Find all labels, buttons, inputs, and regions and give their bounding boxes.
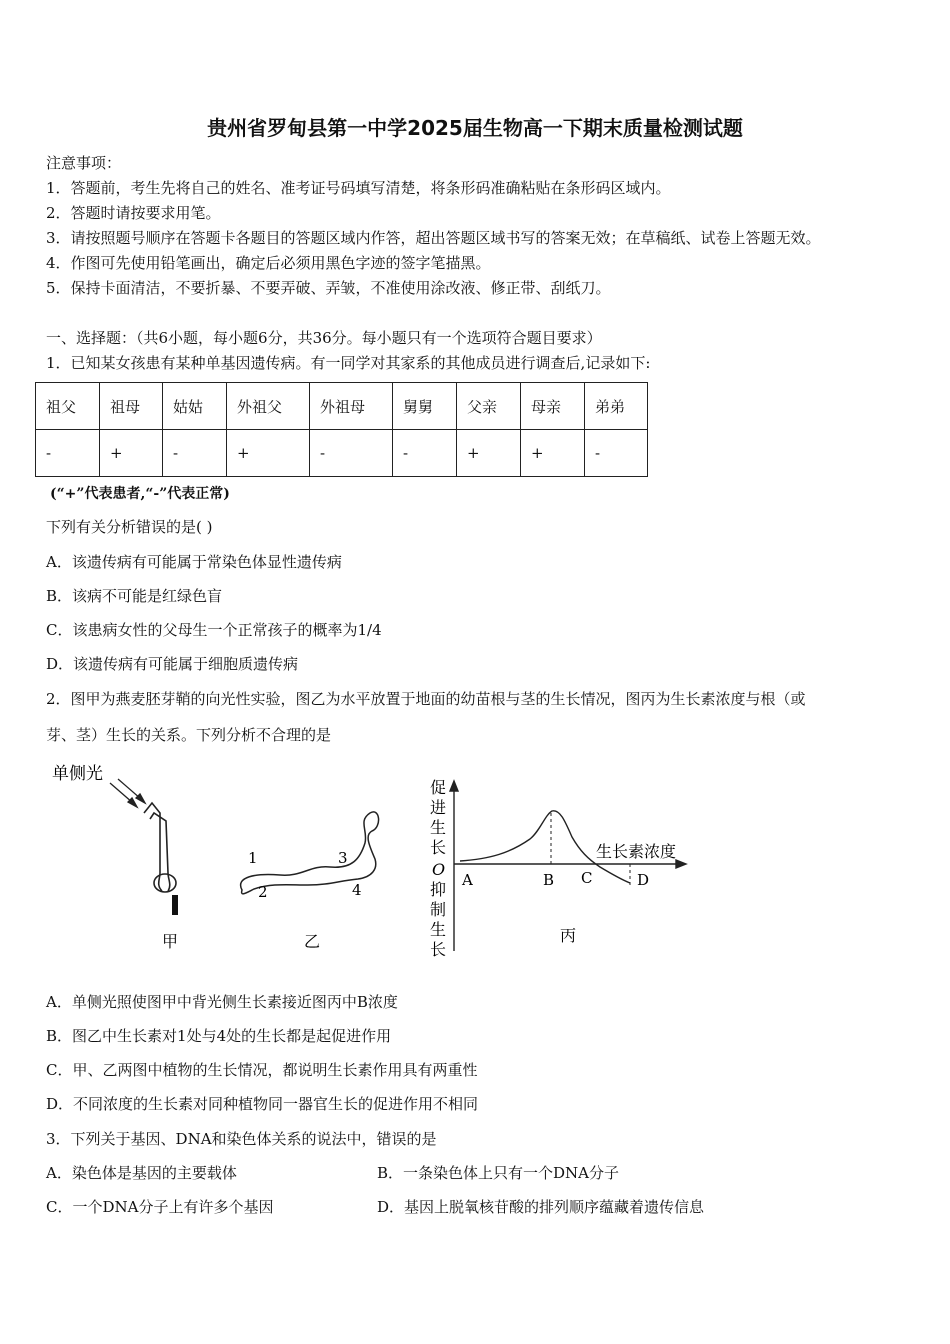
- q1-option-d: D．该遗传病有可能属于细胞质遗传病: [46, 655, 299, 673]
- label-2: 2: [258, 883, 268, 901]
- q2-option-b: B．图乙中生长素对1处与4处的生长都是起促进作用: [46, 1027, 392, 1045]
- point-c: C: [581, 869, 593, 887]
- table-cell: -: [393, 430, 457, 477]
- q3-option-d: D．基因上脱氧核苷酸的排列顺序蕴藏着遗传信息: [377, 1198, 705, 1216]
- y-top-1: 促: [430, 778, 447, 797]
- q2-option-a: A．单侧光照使图甲中背光侧生长素接近图丙中B浓度: [46, 993, 398, 1011]
- table-cell: -: [310, 430, 393, 477]
- table-header-cell: 父亲: [457, 383, 521, 430]
- q3-option-c: C．一个DNA分子上有许多个基因: [46, 1198, 274, 1216]
- y-bottom-2: 制: [430, 900, 447, 919]
- q2-figure: [40, 755, 720, 970]
- q1-question: 下列有关分析错误的是( ): [46, 518, 213, 536]
- table-header-cell: 外祖母: [310, 383, 393, 430]
- table-note: (“+”代表患者,“-”代表正常): [50, 486, 230, 502]
- label-jia: 甲: [162, 932, 179, 951]
- label-yi: 乙: [304, 932, 321, 951]
- table-cell: +: [227, 430, 310, 477]
- label-4: 4: [352, 881, 362, 899]
- table-cell: -: [163, 430, 227, 477]
- label-1: 1: [248, 849, 258, 867]
- notice-item: 5．保持卡面清洁，不要折暴、不要弄破、弄皱，不准使用涂改液、修正带、刮纸刀。: [46, 279, 611, 297]
- table-header-cell: 母亲: [521, 383, 585, 430]
- label-3: 3: [338, 849, 348, 867]
- coleoptile-base: [172, 895, 178, 915]
- q1-option-c: C．该患病女性的父母生一个正常孩子的概率为1/4: [46, 621, 382, 639]
- q2-option-d: D．不同浓度的生长素对同种植物同一器官生长的促进作用不相同: [46, 1095, 479, 1113]
- section-heading: 一、选择题：（共6小题，每小题6分，共36分。每小题只有一个选项符合题目要求）: [46, 329, 602, 347]
- table-header-cell: 外祖父: [227, 383, 310, 430]
- origin-label: O: [432, 860, 446, 879]
- q2-stem: 芽、茎）生长的关系。下列分析不合理的是: [46, 726, 332, 744]
- page-title: 贵州省罗甸县第一中学2025届生物高一下期末质量检测试题: [207, 116, 743, 140]
- notice-item: 4．作图可先使用铅笔画出，确定后必须用黑色字迹的签字笔描黑。: [46, 254, 491, 272]
- q1-option-a: A．该遗传病有可能属于常染色体显性遗传病: [46, 553, 342, 571]
- q2-option-c: C．甲、乙两图中植物的生长情况，都说明生长素作用具有两重性: [46, 1061, 478, 1079]
- notice-item: 1．答题前，考生先将自己的姓名、准考证号码填写清楚，将条形码准确粘贴在条形码区域内。: [46, 179, 671, 197]
- q3-stem: 3．下列关于基因、DNA和染色体关系的说法中，错误的是: [46, 1130, 437, 1148]
- notice-item: 2．答题时请按要求用笔。: [46, 204, 221, 222]
- coleoptile: [144, 803, 176, 892]
- point-b: B: [543, 871, 555, 889]
- y-top-4: 长: [430, 838, 447, 857]
- x-axis-label: 生长素浓度: [596, 842, 677, 861]
- q3-option-a: A．染色体是基因的主要载体: [46, 1164, 237, 1182]
- y-top-2: 进: [430, 798, 447, 817]
- table-header-cell: 姑姑: [163, 383, 227, 430]
- notice-heading: 注意事项：: [46, 154, 122, 172]
- family-record-table: [35, 382, 648, 477]
- q2-stem: 2．图甲为燕麦胚芽鞘的向光性实验，图乙为水平放置于地面的幼苗根与茎的生长情况，图丙为生长素浓度与根（或: [46, 690, 806, 708]
- q1-option-b: B．该病不可能是红绿色盲: [46, 587, 223, 605]
- table-cell: +: [457, 430, 521, 477]
- table-cell: +: [100, 430, 163, 477]
- table-header-cell: 弟弟: [585, 383, 648, 430]
- label-bing: 丙: [560, 926, 577, 945]
- y-bottom-1: 抑: [430, 880, 447, 899]
- notice-item: 3．请按照题号顺序在答题卡各题目的答题区域内作答，超出答题区域书写的答案无效；在草稿纸、试卷上答题无效。: [46, 229, 821, 247]
- table-header-cell: 舅舅: [393, 383, 457, 430]
- light-arrows: [110, 779, 145, 807]
- y-bottom-4: 长: [430, 940, 447, 959]
- q3-option-b: B．一条染色体上只有一个DNA分子: [377, 1164, 620, 1182]
- point-d: D: [637, 871, 650, 889]
- y-bottom-3: 生: [430, 920, 447, 939]
- point-a: A: [462, 871, 473, 889]
- y-top-3: 生: [430, 818, 447, 837]
- table-cell: -: [585, 430, 648, 477]
- table-cell: +: [521, 430, 585, 477]
- q1-stem: 1．已知某女孩患有某种单基因遗传病。有一同学对其家系的其他成员进行调查后,记录如下:: [46, 354, 651, 372]
- table-cell: -: [36, 430, 100, 477]
- table-header-cell: 祖母: [100, 383, 163, 430]
- light-label: 单侧光: [52, 764, 103, 784]
- table-header-cell: 祖父: [36, 383, 100, 430]
